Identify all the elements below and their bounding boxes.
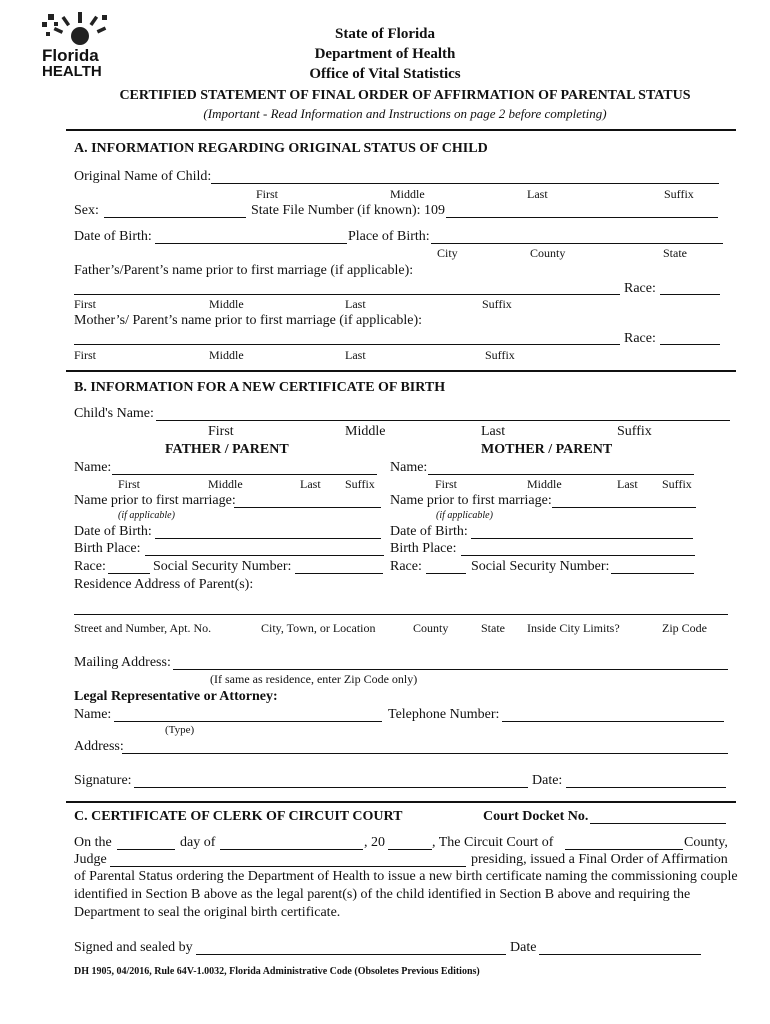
mother-if-applicable: (if applicable) [436, 510, 493, 521]
day-of-label: day of [180, 835, 216, 850]
label-suffix: Suffix [617, 424, 652, 439]
telephone-field[interactable] [502, 721, 724, 722]
court-docket-field[interactable] [590, 823, 726, 824]
label-state: State [663, 246, 687, 260]
label-suffix: Suffix [482, 297, 512, 311]
mother-name-field[interactable] [428, 474, 694, 475]
divider [66, 129, 736, 131]
label-state: State [481, 621, 505, 635]
label-suffix: Suffix [485, 348, 515, 362]
mother-name-prior-field[interactable] [552, 507, 696, 508]
mother-ssn-field[interactable] [611, 573, 694, 574]
mother-race-label: Race: [390, 559, 422, 574]
circuit-court-label: , The Circuit Court of [432, 835, 554, 850]
date-field[interactable] [566, 787, 726, 788]
clerk-date-field[interactable] [539, 954, 701, 955]
label-last: Last [345, 348, 366, 362]
father-prior-label: Father’s/Parent’s name prior to first marriage (if applicable): [74, 263, 414, 278]
childs-name-label: Child's Name: [74, 406, 154, 421]
mailing-label: Mailing Address: [74, 655, 171, 670]
form-subtitle: (Important - Read Information and Instructions on page 2 before completing) [203, 106, 607, 121]
telephone-label: Telephone Number: [388, 707, 500, 722]
father-ssn-label: Social Security Number: [153, 559, 292, 574]
label-middle: Middle [208, 477, 243, 491]
label-last: Last [527, 187, 548, 201]
father-birth-place-field[interactable] [145, 555, 384, 556]
sex-field[interactable] [104, 217, 246, 218]
label-middle: Middle [345, 424, 386, 439]
mother-race-field[interactable] [426, 573, 466, 574]
label-middle: Middle [209, 348, 244, 362]
presiding-text: presiding, issued a Final Order of Affirmation [471, 852, 728, 867]
signature-field[interactable] [134, 787, 528, 788]
court-docket-label: Court Docket No. [483, 809, 589, 824]
label-county: County [530, 246, 566, 260]
section-c-heading: C. CERTIFICATE OF CLERK OF CIRCUIT COURT [74, 809, 403, 824]
label-inside-city: Inside City Limits? [527, 621, 620, 635]
form-title: CERTIFIED STATEMENT OF FINAL ORDER OF AFFIRMATION OF PARENTAL STATUS [119, 88, 691, 103]
residence-field[interactable] [74, 614, 728, 615]
section-a-heading: A. INFORMATION REGARDING ORIGINAL STATUS OF CHILD [74, 141, 488, 156]
label-suffix: Suffix [662, 477, 692, 491]
label-middle: Middle [209, 297, 244, 311]
label-middle: Middle [390, 187, 425, 201]
header-office: Office of Vital Statistics [309, 66, 461, 82]
on-the-label: On the [74, 835, 112, 850]
father-ssn-field[interactable] [295, 573, 383, 574]
footer-form-id: DH 1905, 04/2016, Rule 64V-1.0032, Florida Administrative Code (Obsoletes Previous Editions) [74, 966, 480, 977]
label-zip: Zip Code [662, 621, 707, 635]
month-field[interactable] [220, 849, 363, 850]
original-name-label: Original Name of Child: [74, 169, 212, 184]
mother-dob-label: Date of Birth: [390, 524, 468, 539]
year-field[interactable] [388, 849, 432, 850]
mailing-field[interactable] [173, 669, 728, 670]
date-label: Date: [532, 773, 563, 788]
mother-name-label: Name: [390, 460, 428, 475]
mother-birth-place-field[interactable] [461, 555, 695, 556]
clerk-date-label: Date [510, 940, 537, 955]
sex-label: Sex: [74, 203, 99, 218]
mother-birth-place-label: Birth Place: [390, 541, 457, 556]
mailing-note: (If same as residence, enter Zip Code only) [210, 672, 418, 686]
paragraph-line-1: of Parental Status ordering the Department of Health to issue a new birth certificate naming the commissioning couple [74, 869, 738, 884]
mother-prior-field[interactable] [74, 344, 620, 345]
divider [66, 801, 736, 803]
label-first: First [118, 477, 141, 491]
father-race-field[interactable] [108, 573, 150, 574]
father-race-label: Race: [624, 281, 656, 296]
state-file-number-field[interactable] [446, 217, 718, 218]
logo-health-text: HEALTH [42, 63, 102, 80]
label-city: City [437, 246, 458, 260]
childs-name-field[interactable] [156, 420, 730, 421]
signature-label: Signature: [74, 773, 132, 788]
father-birth-place-label: Birth Place: [74, 541, 141, 556]
label-first: First [74, 348, 97, 362]
label-last: Last [300, 477, 321, 491]
father-dob-label: Date of Birth: [74, 524, 152, 539]
label-city-town: City, Town, or Location [261, 621, 376, 635]
mother-prior-label: Mother’s/ Parent’s name prior to first marriage (if applicable): [74, 313, 423, 328]
header-state: State of Florida [335, 26, 435, 42]
original-name-field[interactable] [211, 183, 719, 184]
day-field[interactable] [117, 849, 175, 850]
father-name-label: Name: [74, 460, 112, 475]
twenty-label: , 20 [364, 835, 385, 850]
father-name-field[interactable] [112, 474, 377, 475]
father-name-prior-field[interactable] [234, 507, 381, 508]
label-first: First [208, 424, 234, 439]
place-of-birth-field[interactable] [431, 243, 723, 244]
legal-rep-name-field[interactable] [114, 721, 382, 722]
paragraph-line-2: identified in Section B above as the legal parent(s) of the child identified in Section B above and requiring the [74, 887, 691, 902]
mother-name-prior-label: Name prior to first marriage: [390, 493, 552, 508]
label-last: Last [345, 297, 366, 311]
label-county: County [413, 621, 449, 635]
divider [66, 370, 736, 372]
label-first: First [256, 187, 279, 201]
address-field[interactable] [122, 753, 728, 754]
signed-sealed-label: Signed and sealed by [74, 940, 193, 955]
legal-rep-name-label: Name: [74, 707, 112, 722]
county-end-label: County, [684, 835, 728, 850]
dob-field[interactable] [155, 243, 347, 244]
label-suffix: Suffix [345, 477, 375, 491]
section-b-heading: B. INFORMATION FOR A NEW CERTIFICATE OF BIRTH [74, 380, 446, 395]
label-last: Last [481, 424, 506, 439]
label-suffix: Suffix [664, 187, 694, 201]
type-note: (Type) [165, 724, 195, 736]
address-label: Address: [74, 739, 124, 754]
father-race-label: Race: [74, 559, 106, 574]
state-file-number-label: State File Number (if known): 109 [251, 203, 446, 218]
father-dob-field[interactable] [155, 538, 381, 539]
residence-label: Residence Address of Parent(s): [74, 577, 254, 592]
father-if-applicable: (if applicable) [118, 510, 175, 521]
legal-rep-heading: Legal Representative or Attorney: [74, 689, 278, 704]
judge-label: Judge [74, 852, 107, 867]
mother-ssn-label: Social Security Number: [471, 559, 610, 574]
mother-dob-field[interactable] [471, 538, 693, 539]
signed-sealed-field[interactable] [196, 954, 506, 955]
place-of-birth-label: Place of Birth: [348, 229, 430, 244]
label-middle: Middle [527, 477, 562, 491]
label-first: First [74, 297, 97, 311]
father-race-field[interactable] [660, 294, 720, 295]
father-parent-heading: FATHER / PARENT [165, 442, 289, 457]
label-last: Last [617, 477, 638, 491]
label-first: First [435, 477, 458, 491]
mother-race-field[interactable] [660, 344, 720, 345]
judge-field[interactable] [110, 866, 466, 867]
father-name-prior-label: Name prior to first marriage: [74, 493, 236, 508]
father-prior-field[interactable] [74, 294, 620, 295]
dob-label: Date of Birth: [74, 229, 152, 244]
mother-parent-heading: MOTHER / PARENT [481, 442, 613, 457]
logo-florida-text: Florida [42, 46, 99, 65]
label-street: Street and Number, Apt. No. [74, 621, 212, 635]
header-department: Department of Health [314, 46, 456, 62]
paragraph-line-3: Department to seal the original birth certificate. [74, 905, 341, 920]
mother-race-label: Race: [624, 331, 656, 346]
circuit-county-field[interactable] [565, 849, 683, 850]
